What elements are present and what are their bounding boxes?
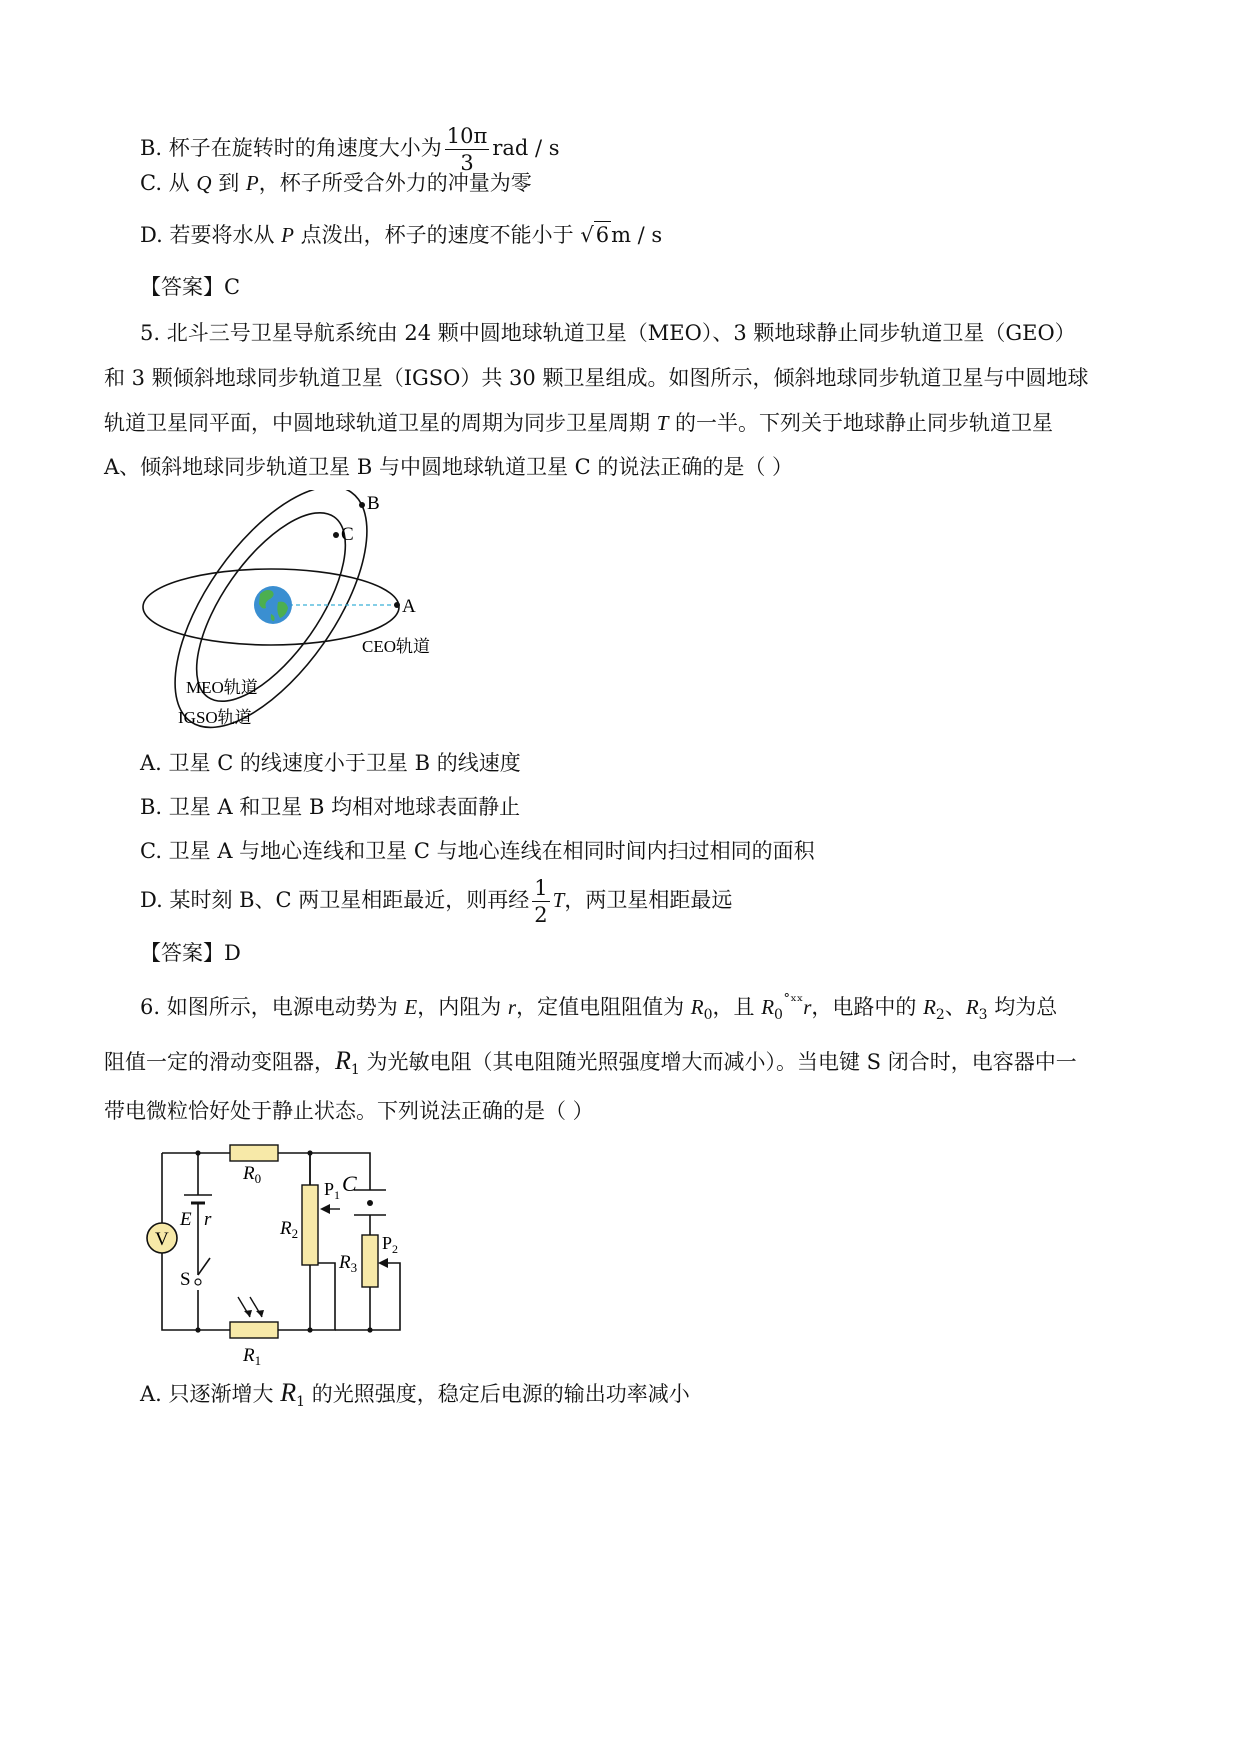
q5-stem-line2: 和 3 颗倾斜地球同步轨道卫星（IGSO）共 30 颗卫星组成。如图所示，倾斜地球同步轨道卫星与中圆地球 xyxy=(104,366,1089,390)
satellite-c xyxy=(333,532,339,538)
label-a: A xyxy=(402,596,416,617)
q5-option-a: A. 卫星 C 的线速度小于卫星 B 的线速度 xyxy=(140,751,521,775)
q6-stem-line1: 6. 如图所示，电源电动势为 E，内阻为 r，定值电阻阻值为 $R_0$，且 $R_0^{˚ˣˣ}r$，电路中的 $R_2$、$R_3$ 均为总 xyxy=(140,992,1058,1024)
r3-resistor xyxy=(362,1235,378,1287)
label-s: S xyxy=(180,1269,191,1290)
q4-option-c: C. 从 Q 到 P，杯子所受合外力的冲量为零 xyxy=(140,171,532,195)
q4-option-b: B. 杯子在旋转时的角速度大小为 $\frac{10\pi}{3}$ rad / s xyxy=(140,124,560,175)
q5-option-b: B. 卫星 A 和卫星 B 均相对地球表面静止 xyxy=(140,795,521,819)
q5-option-d: D. 某时刻 B、C 两卫星相距最近，则再经 $\frac{1}{2}$ T，两卫星相距最远 xyxy=(140,876,733,927)
q5-option-c: C. 卫星 A 与地心连线和卫星 C 与地心连线在相同时间内扫过相同的面积 xyxy=(140,839,815,863)
q4-answer: 【答案】C xyxy=(140,275,241,299)
label-ceo: CEO轨道 xyxy=(362,637,430,656)
label-r3: $R_3$ xyxy=(339,1252,358,1275)
label-e: E xyxy=(180,1209,192,1230)
label-r1: $R_1$ xyxy=(243,1345,262,1368)
q5-stem-line1: 5. 北斗三号卫星导航系统由 24 颗中圆地球轨道卫星（MEO）、3 颗地球静止同步轨道卫星（GEO） xyxy=(140,321,1076,345)
r2-resistor xyxy=(302,1185,318,1265)
q5-answer: 【答案】D xyxy=(140,941,241,965)
label-c: C xyxy=(342,1171,357,1196)
q6-stem-line3: 带电微粒恰好处于静止状态。下列说法正确的是（ ） xyxy=(104,1099,594,1123)
orbit-diagram xyxy=(130,490,470,740)
q5-stem-line4: A、倾斜地球同步轨道卫星 B 与中圆地球轨道卫星 C 的说法正确的是（ ） xyxy=(104,455,794,479)
label-r: r xyxy=(204,1209,212,1230)
label-b: B xyxy=(367,493,380,514)
circuit-diagram xyxy=(140,1135,420,1375)
voltmeter-label: V xyxy=(155,1229,169,1250)
charged-particle xyxy=(367,1200,373,1206)
label-r0: $R_0$ xyxy=(243,1163,262,1186)
r0-resistor xyxy=(230,1145,278,1161)
label-c: C xyxy=(341,524,354,545)
p1-arrow xyxy=(320,1204,330,1214)
fraction: $\frac{10\pi}{3}$ xyxy=(446,124,488,175)
satellite-b xyxy=(359,502,365,508)
earth-icon xyxy=(254,586,292,624)
label-meo: MEO轨道 xyxy=(186,678,258,697)
q5-stem-line3: 轨道卫星同平面，中圆地球轨道卫星的周期为同步卫星周期 T 的一半。下列关于地球静止同步轨道卫星 xyxy=(104,411,1054,435)
label-p2: $P_2$ xyxy=(382,1233,399,1256)
q4-option-d: D. 若要将水从 P 点泼出，杯子的速度不能小于 √6m / s xyxy=(140,223,663,247)
q6-option-a: A. 只逐渐增大 $R_1$ 的光照强度，稳定后电源的输出功率减小 xyxy=(140,1378,690,1411)
p2-arrow xyxy=(378,1258,388,1268)
fraction: $\frac{1}{2}$ xyxy=(534,876,548,927)
q6-stem-line2: 阻值一定的滑动变阻器，$R_1$ 为光敏电阻（其电阻随光照强度增大而减小）。当电键 S 闭合时，电容器中一 xyxy=(104,1046,1077,1079)
label-r2: $R_2$ xyxy=(280,1218,299,1241)
r1-resistor xyxy=(230,1322,278,1338)
satellite-a xyxy=(394,602,400,608)
label-igso: IGSO轨道 xyxy=(178,708,252,727)
label-p1: $P_1$ xyxy=(324,1179,341,1202)
